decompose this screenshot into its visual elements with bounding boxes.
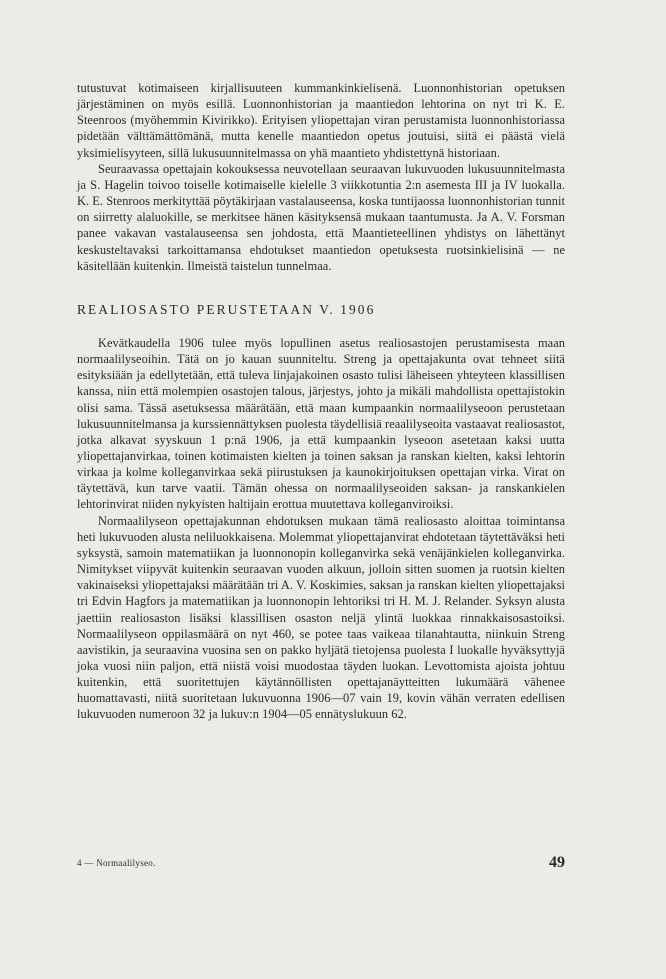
page-number: 49 — [549, 854, 565, 871]
paragraph-meeting: Seuraavassa opettajain kokouksessa neuvotellaan seuraavan lukuvuoden lukusuunnitelmasta ja S. Hagelin toivoo toiselle kotimaiselle kielelle 3 viikkotuntia 2:n asemesta III ja IV luokalla. K. E. Stenroos merkityttää pöytäkirjaan vastalauseensa, koska tuntijaossa luonnonhistorian tunnit on siirretty alaluokille, se merkitsee hänen käsityksensä mukaan taantumusta. Ja A. V. Forsman panee vakavan vastalauseensa sen johdosta, että Maantieteellinen yhdistys on lähettänyt keskusteltavaksi tarkoittamansa ehdotukset maantiedon opetuksesta ruotsinkielisinä — ne käsitellään kuitenkin. Ilmeistä taistelun tunnelmaa. — [77, 161, 565, 273]
paragraph-continuation: tutustuvat kotimaiseen kirjallisuuteen kummankinkielisenä. Luonnonhistorian opetuksen järjestäminen on myös esillä. Luonnonhistorian ja maantiedon lehtorina on nyt tri K. E. Steenroos (myöhemmin Kivirikko). Erityisen yliopettajan viran perustamista luonnonhistoriassa pidetään välttämättömänä, mutta kenelle maantiedon opetus joutuisi, siitä ei päästä vielä yksimielisyyteen, sillä lukusuunnitelmassa on yhä maantieto yhdistettynä historiaan. — [77, 81, 565, 160]
section-heading: REALIOSASTO PERUSTETAAN V. 1906 — [77, 301, 376, 317]
paragraph-staff: Normaalilyseon opettajakunnan ehdotuksen mukaan tämä realiosasto aloittaa toimintansa heti lukuvuoden alusta neliluokkaisena. Molemmat yliopettajanvirat ehdotetaan täytettäväksi heti syksystä, samoin matematiikan ja luonnonopin kolleganvirka sekä venäjänkielen kolleganvirka. Nimitykset viipyvät kuitenkin seuraavan vuoden alkuun, jolloin sitten suomen ja ruotsin kielten vakinaiseksi yliopettajaksi määrätään tri A. V. Koskimies, saksan ja ranskan kielten yliopettajaksi tri Edvin Hagfors ja matematiikan ja luonnonopin lehtoriksi tri H. M. J. Relander. Syksyn alusta jaettiin realiosaston lisäksi klassillisen osaston neljä ylintä luokkaa rinnakkaisosastoiksi. Normaalilyseon oppilasmäärä on nyt 460, se potee taas vaikeaa tilanahtautta, niinkuin Streng aavistikin, ja seuraavina vuosina sen on pakko hyljätä tietojensa puolesta I luokalle hyväksyttyjä joka vuosi niin paljon, että niistä voisi muodostaa täyden luokan. Levottomista ajoista johtuu kuitenkin, että suoritettujen käytännöllisten opettajanäytteitten lukumäärä vähenee huomattavasti, niitä suoritetaan lukuvuonna 1906—07 vain 19, kovin vähän verraten edellisen lukuvuoden numeroon 32 ja lukuv:n 1904—05 ennätyslukuun 62. — [77, 513, 565, 722]
page-footer — [77, 854, 565, 878]
paragraph-decree: Kevätkaudella 1906 tulee myös lopullinen asetus realiosastojen perustamisesta maan normaalilyseoihin. Tätä on jo kauan suunniteltu. Streng ja opettajakunta ovat tehneet siitä esityksiään ja edellytetään, että tuleva linjajakoinen osasto tulisi läheiseen yhteyteen klassillisen kanssa, niin että molempien osastojen talous, järjestys, johto ja mikäli mahdollista opettajistokin olisi sama. Tässä asetuksessa määrätään, että maan kumpaankin normaalilyseoon perustetaan lukusuunnitelmansa ja kurssiennättyksen puolesta täydellisiä reaalilyseoita vastaavat realiosastot, jotka alkavat syyskuun 1 p:nä 1906, ja että kumpaankin lyseoon asetetaan kaksi uutta yliopettajanvirkaa, toinen kotimaisten kielten ja toinen saksan ja ranskan kielten, kaksi lehtorin virkaa ja kolme kolleganvirkaa sekä piirustuksen ja kaunokirjoituksen opettajan virka. Virat on täytettävä, kun tarve vaatii. Tämän ohessa on normaalilyseoiden saksan- ja ranskankielen lehtorinvirat niiden nykyisten haltijain erottua muutettava kolleganviroiksi. — [77, 335, 565, 512]
page-body — [77, 80, 565, 723]
printer-signature: 4 — Normaalilyseo. — [77, 858, 156, 868]
